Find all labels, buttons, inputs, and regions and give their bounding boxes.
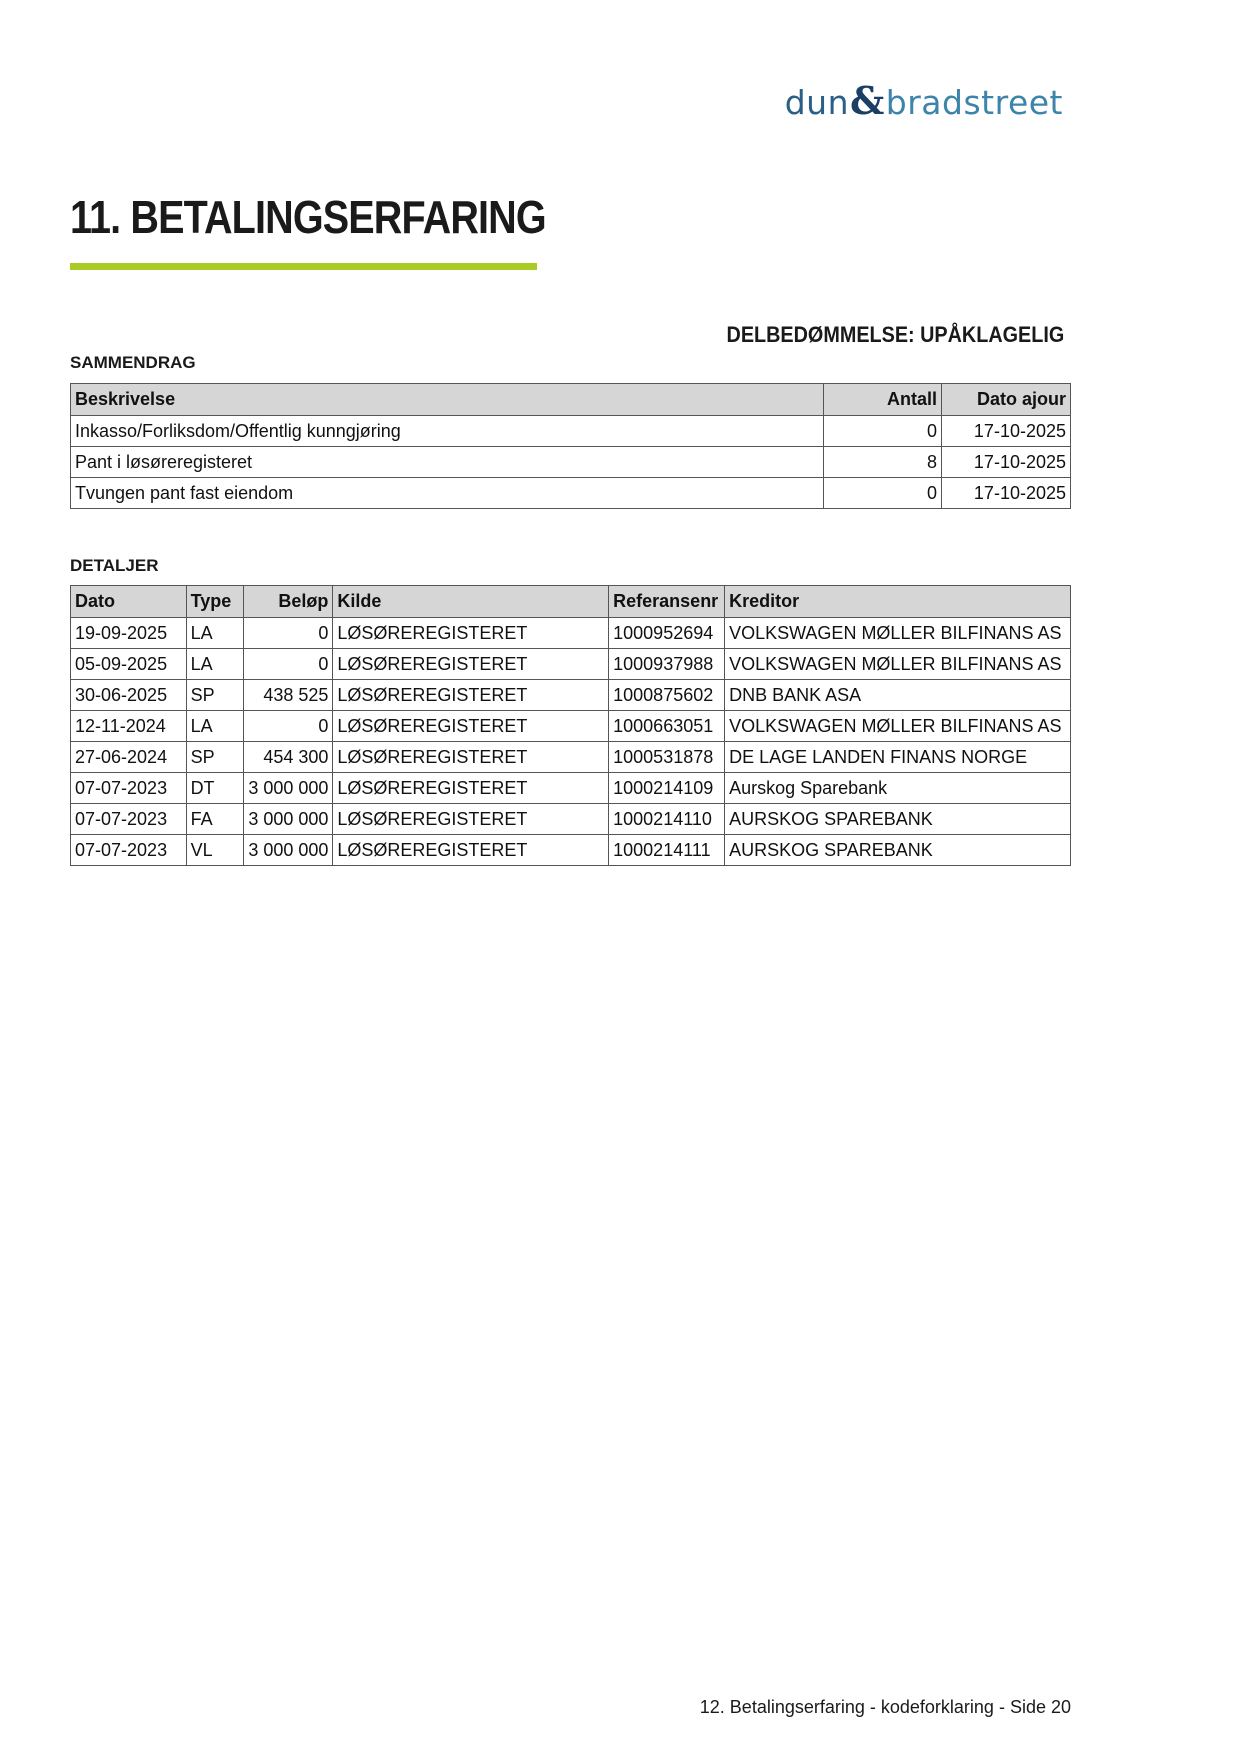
amount-cell: 3 000 000 [244, 804, 333, 835]
logo-part-bradstreet: bradstreet [885, 83, 1063, 122]
table-row [71, 835, 1071, 866]
source-cell: LØSØREREGISTERET [333, 742, 609, 773]
description-cell: Pant i løsøreregisteret [71, 447, 824, 478]
details-header-amount: Beløp [244, 586, 333, 618]
details-header-source: Kilde [333, 586, 609, 618]
table-row [71, 447, 1071, 478]
details-label: DETALJER [70, 556, 159, 575]
reference-cell: 1000875602 [609, 680, 725, 711]
creditor-cell: DNB BANK ASA [725, 680, 1071, 711]
type-cell: FA [186, 804, 244, 835]
source-cell: LØSØREREGISTERET [333, 680, 609, 711]
reference-cell: 1000937988 [609, 649, 725, 680]
date-cell: 12-11-2024 [71, 711, 187, 742]
updated-date-cell: 17-10-2025 [942, 447, 1071, 478]
reference-cell: 1000952694 [609, 618, 725, 649]
creditor-cell: DE LAGE LANDEN FINANS NORGE [725, 742, 1071, 773]
logo-part-dun: dun [784, 83, 849, 122]
reference-cell: 1000663051 [609, 711, 725, 742]
details-header-row [71, 586, 1071, 618]
type-cell: VL [186, 835, 244, 866]
type-cell: LA [186, 649, 244, 680]
updated-date-cell: 17-10-2025 [942, 416, 1071, 447]
summary-table [70, 383, 1071, 509]
details-header-creditor: Kreditor [725, 586, 1071, 618]
count-cell: 0 [824, 416, 942, 447]
reference-cell: 1000214111 [609, 835, 725, 866]
amount-cell: 0 [244, 618, 333, 649]
summary-header-description: Beskrivelse [71, 384, 824, 416]
dun-bradstreet-logo [785, 78, 1063, 123]
amount-cell: 454 300 [244, 742, 333, 773]
description-cell: Tvungen pant fast eiendom [71, 478, 824, 509]
date-cell: 05-09-2025 [71, 649, 187, 680]
date-cell: 30-06-2025 [71, 680, 187, 711]
count-cell: 8 [824, 447, 942, 478]
amount-cell: 438 525 [244, 680, 333, 711]
details-header-type: Type [186, 586, 244, 618]
amount-cell: 3 000 000 [244, 835, 333, 866]
date-cell: 07-07-2023 [71, 804, 187, 835]
source-cell: LØSØREREGISTERET [333, 835, 609, 866]
reference-cell: 1000214110 [609, 804, 725, 835]
type-cell: LA [186, 711, 244, 742]
table-row [71, 742, 1071, 773]
table-row [71, 618, 1071, 649]
details-header-date: Dato [71, 586, 187, 618]
description-cell: Inkasso/Forliksdom/Offentlig kunngjøring [71, 416, 824, 447]
amount-cell: 0 [244, 649, 333, 680]
creditor-cell: Aurskog Sparebank [725, 773, 1071, 804]
creditor-cell: AURSKOG SPAREBANK [725, 835, 1071, 866]
rating-heading: DELBEDØMMELSE: UPÅKLAGELIG [726, 322, 1064, 347]
creditor-cell: VOLKSWAGEN MØLLER BILFINANS AS [725, 618, 1071, 649]
table-row [71, 711, 1071, 742]
reference-cell: 1000214109 [609, 773, 725, 804]
type-cell: SP [186, 680, 244, 711]
summary-header-count: Antall [824, 384, 942, 416]
page-footer: 12. Betalingserfaring - kodeforklaring - Side 20 [699, 1697, 1071, 1717]
table-row [71, 680, 1071, 711]
table-row [71, 804, 1071, 835]
source-cell: LØSØREREGISTERET [333, 773, 609, 804]
table-row [71, 416, 1071, 447]
summary-label: SAMMENDRAG [70, 353, 196, 372]
table-row [71, 478, 1071, 509]
type-cell: DT [186, 773, 244, 804]
type-cell: LA [186, 618, 244, 649]
logo-ampersand: & [849, 78, 885, 123]
source-cell: LØSØREREGISTERET [333, 618, 609, 649]
date-cell: 07-07-2023 [71, 835, 187, 866]
count-cell: 0 [824, 478, 942, 509]
creditor-cell: AURSKOG SPAREBANK [725, 804, 1071, 835]
summary-header-updated: Dato ajour [942, 384, 1071, 416]
source-cell: LØSØREREGISTERET [333, 649, 609, 680]
updated-date-cell: 17-10-2025 [942, 478, 1071, 509]
date-cell: 27-06-2024 [71, 742, 187, 773]
creditor-cell: VOLKSWAGEN MØLLER BILFINANS AS [725, 711, 1071, 742]
table-row [71, 649, 1071, 680]
title-underline [70, 263, 537, 270]
creditor-cell: VOLKSWAGEN MØLLER BILFINANS AS [725, 649, 1071, 680]
details-table [70, 585, 1071, 866]
summary-header-row [71, 384, 1071, 416]
details-header-reference: Referansenr [609, 586, 725, 618]
date-cell: 07-07-2023 [71, 773, 187, 804]
page-title: 11. BETALINGSERFARING [70, 191, 546, 243]
date-cell: 19-09-2025 [71, 618, 187, 649]
source-cell: LØSØREREGISTERET [333, 804, 609, 835]
source-cell: LØSØREREGISTERET [333, 711, 609, 742]
type-cell: SP [186, 742, 244, 773]
table-row [71, 773, 1071, 804]
amount-cell: 3 000 000 [244, 773, 333, 804]
reference-cell: 1000531878 [609, 742, 725, 773]
amount-cell: 0 [244, 711, 333, 742]
